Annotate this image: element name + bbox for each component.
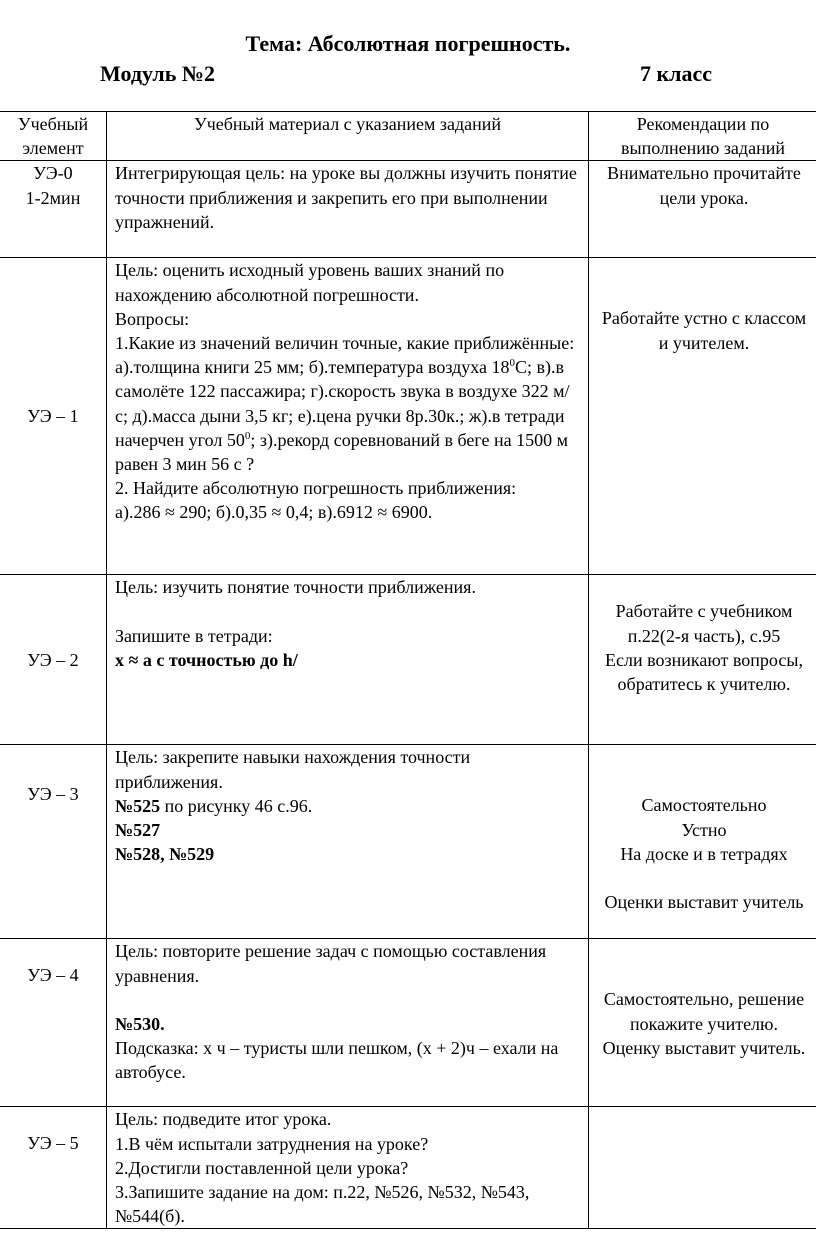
lesson-table — [0, 111, 816, 1229]
element-cell: УЭ – 3 — [0, 745, 107, 939]
header-recommendation: Рекомендации по выполнению заданий — [589, 112, 816, 161]
recommendation-cell: Самостоятельно Устно На доске и в тетрадях Оценки выставит учитель — [589, 745, 816, 939]
element-cell: УЭ – 2 — [0, 575, 107, 745]
element-cell: УЭ – 4 — [0, 939, 107, 1107]
page-title: Тема: Абсолютная погрешность. — [245, 31, 571, 56]
table-row — [0, 1107, 816, 1229]
header-element: Учебный элемент — [0, 112, 107, 161]
table-row — [0, 745, 816, 939]
material-cell: Цель: подведите итог урока. 1.В чём испытали затруднения на уроке? 2.Достигли поставленной цели урока? 3.Запишите задание на дом: п.22, №526, №532, №543, №544(б). — [107, 1107, 589, 1229]
element-cell: УЭ – 5 — [0, 1107, 107, 1229]
recommendation-cell: Самостоятельно, решение покажите учителю. Оценку выставит учитель. — [589, 939, 816, 1107]
header-material: Учебный материал с указанием заданий — [107, 112, 589, 161]
table-header-row — [0, 112, 816, 161]
recommendation-cell: Работайте устно с классом и учителем. — [589, 258, 816, 575]
element-cell: УЭ – 1 — [0, 258, 107, 575]
recommendation-cell: Внимательно прочитайте цели урока. — [589, 161, 816, 258]
material-cell: Интегрирующая цель: на уроке вы должны изучить понятие точности приближения и закрепить его при выполнении упражнений. — [107, 161, 589, 258]
grade-label: 7 класс — [640, 61, 713, 86]
recommendation-cell: Работайте с учебником п.22(2-я часть), с.95 Если возникают вопросы, обратитесь к учителю. — [589, 575, 816, 745]
material-cell: Цель: повторите решение задач с помощью составления уравнения. №530. Подсказка: х ч – туристы шли пешком, (х + 2)ч – ехали на автобусе. — [107, 939, 589, 1107]
material-cell: Цель: изучить понятие точности приближения. Запишите в тетради: х ≈ а с точностью до h/ — [107, 575, 589, 745]
table-row — [0, 161, 816, 258]
material-cell: Цель: закрепите навыки нахождения точности приближения. №525 по рисунку 46 с.96. №527 №528, №529 — [107, 745, 589, 939]
table-row — [0, 575, 816, 745]
element-cell: УЭ-0 1-2мин — [0, 161, 107, 258]
table-row — [0, 258, 816, 575]
module-label: Модуль №2 — [100, 61, 216, 86]
recommendation-cell — [589, 1107, 816, 1229]
material-cell: Цель: оценить исходный уровень ваших знаний по нахождению абсолютной погрешности. Вопросы: 1.Какие из значений величин точные, какие приближённые: а).толщина книги 25 мм; б).температура воздуха $18^0С$; в).в самолёте 122 пассажира; г).скорость звука в воздухе 322 м/с; д).масса дыни 3,5 кг; е).цена ручки 8р.30к.; ж).в тетради начерчен угол $50^0$; з).рекорд соревнований в беге на 1500 м равен 3 мин 56 с ? 2. Найдите абсолютную погрешность приближения: а).286 ≈ 290; б).0,35 ≈ 0,4; в).6912 ≈ 6900. — [107, 258, 589, 575]
table-row — [0, 939, 816, 1107]
